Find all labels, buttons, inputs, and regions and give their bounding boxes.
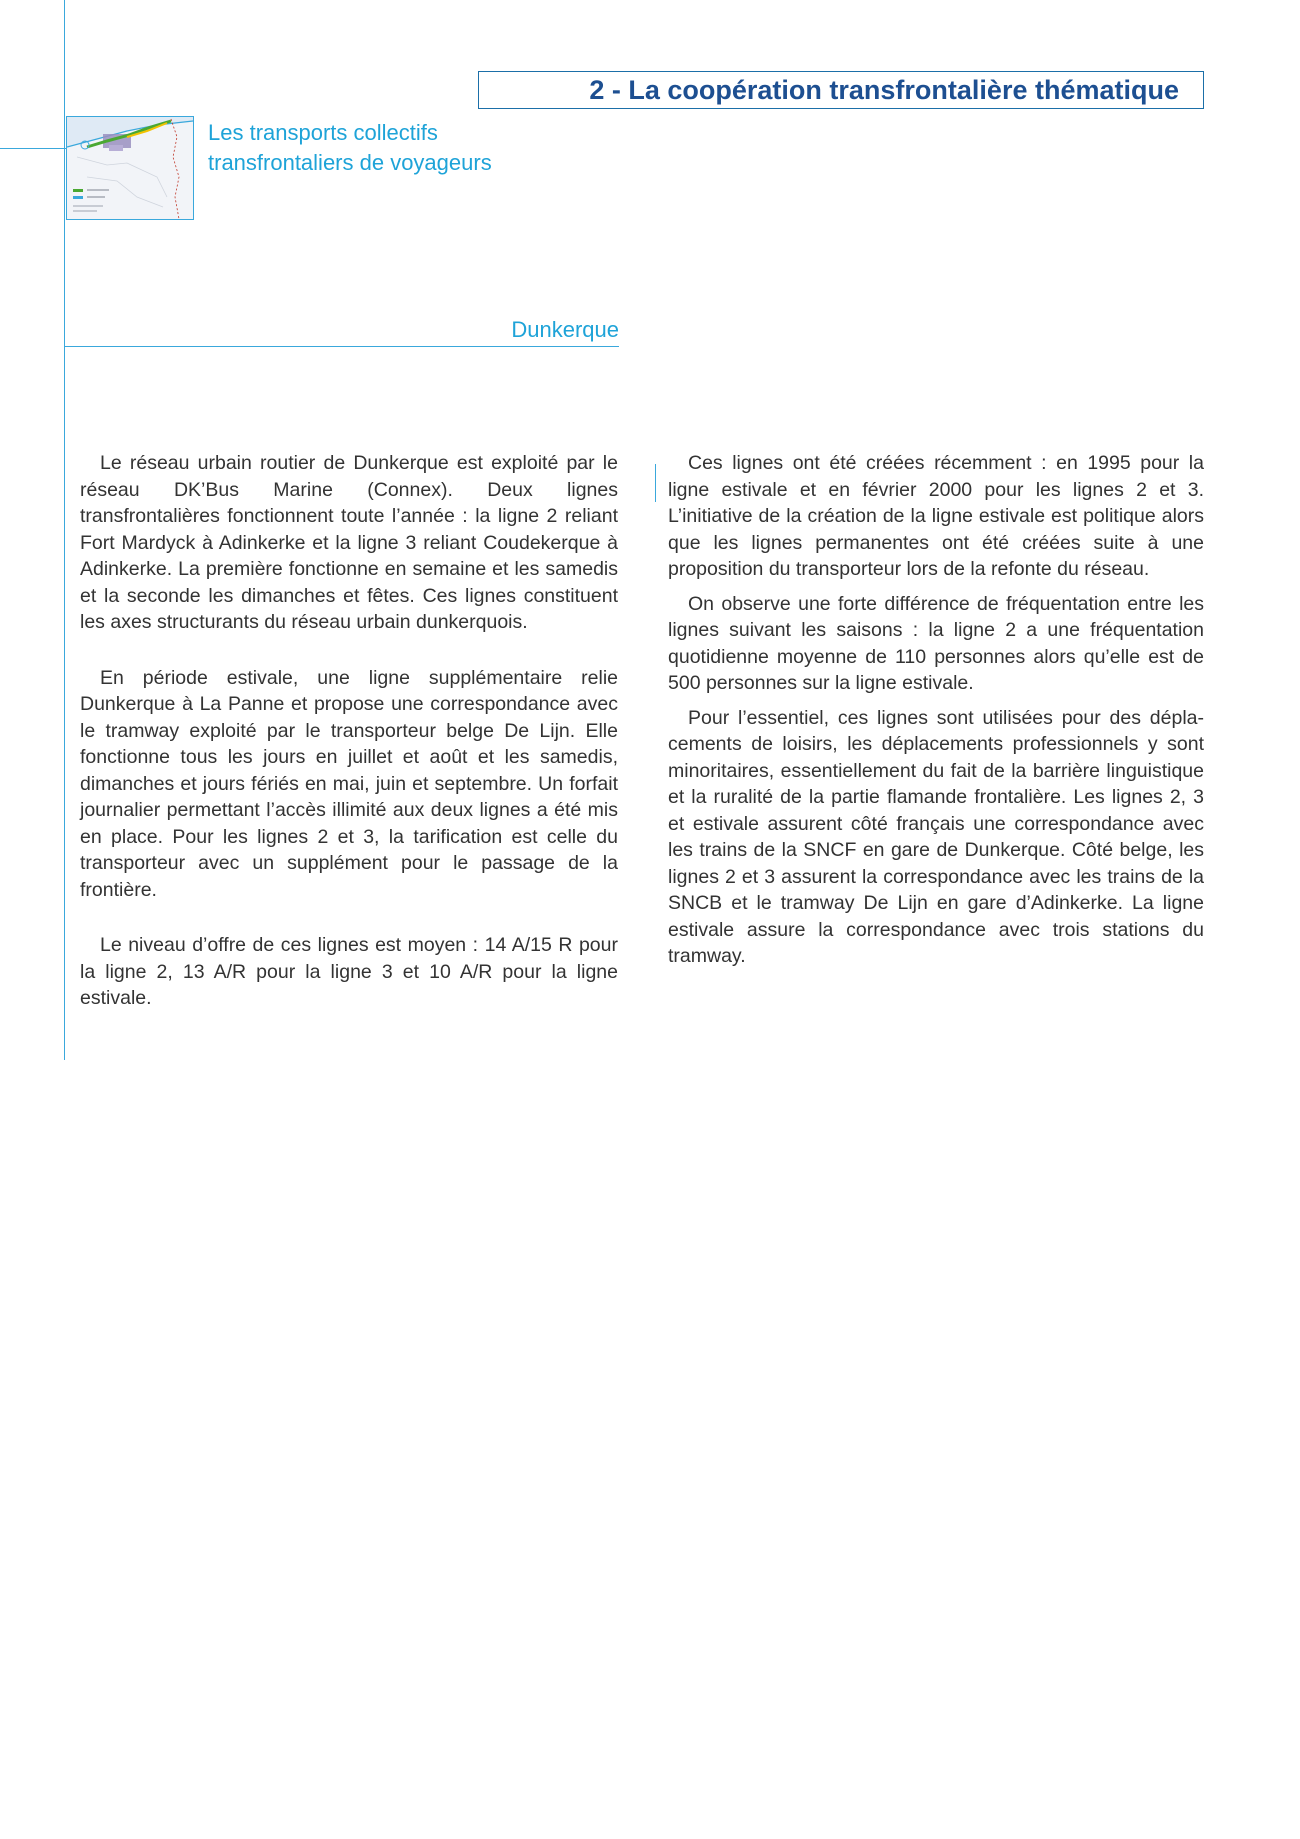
right-text-column	[668, 450, 1204, 978]
section-heading	[64, 312, 619, 347]
section-subtitle	[208, 118, 568, 178]
paragraph: Le réseau urbain routier de Dunkerque est exploité par le réseau DK’Bus Marine (Connex). Deux lignes transfrontalières fonctionnent toute l’année : la ligne 2 reliant Fort Mardyck à Adinkerke et la ligne 3 reliant Coudekerque à Adinkerke. La première fonctionne en semaine et les samedis et la seconde les dimanches et fêtes. Ces lignes constituent les axes structurants du réseau urbain dunkerquois.	[80, 452, 618, 633]
paragraph: Le niveau d’offre de ces lignes est moyen : 14 A/15 R pour la ligne 2, 13 A/R pour la ligne 3 et 10 A/R pour la ligne estivale.	[80, 934, 618, 1009]
header-rule	[0, 148, 66, 149]
subtitle-line-1: Les transports collectifs	[208, 120, 438, 145]
chapter-title: 2 - La coopération transfrontalière thématique	[589, 74, 1179, 105]
paragraph: En période estivale, une ligne supplémentaire relie Dunkerque à La Panne et propose une correspondance avec le tramway exploité par le transporteur belge De Lijn. Elle fonctionne tous les jours en juillet et août et les samedis, dimanches et jours fériés en mai, juin et septembre. Un forfait journalier permettant l’accès illimité aux deux lignes a été mis en place. Pour les lignes 2 et 3, la tarification est celle du transporteur avec un supplément pour le passage de la frontière.	[80, 666, 618, 901]
map-thumbnail-icon	[66, 116, 194, 220]
paragraph: Ces lignes ont été créées récemment : en 1995 pour la ligne estivale et en février 2000 pour les lignes 2 et 3. L’initiative de la création de la ligne estivale est politique alors que les lignes permanentes ont été créées suite à une proposition du transporteur lors de la refonte du réseau.	[668, 452, 1204, 580]
section-title: Dunkerque	[511, 317, 619, 342]
left-text-column	[80, 450, 618, 1041]
subtitle-line-2: transfrontaliers de voyageurs	[208, 150, 492, 175]
column-divider-rule	[655, 464, 656, 502]
paragraph: Pour l’essentiel, ces lignes sont utilisées pour des déplacements de loisirs, les déplacements professionnels y sont minoritaires, essentiellement du fait de la barrière linguistique et la ruralité de la partie flamande frontalière. Les lignes 2, 3 et estivale assurent côté français une correspondance avec les trains de la SNCF en gare de Dunkerque. Côté belge, les lignes 2 et 3 assurent la correspondance avec les trains de la SNCB et le tramway De Lijn en gare d’Adinkerke. La ligne estivale assure la correspondance avec trois stations du tramway.	[668, 706, 1204, 967]
chapter-header-box	[478, 71, 1204, 109]
paragraph: On observe une forte différence de fréquentation entre les lignes suivant les saisons : la ligne 2 a une fréquentation quotidienne moyenne de 110 personnes alors qu’elle est de 500 personnes sur la ligne estivale.	[668, 592, 1204, 694]
left-margin-rule	[64, 0, 65, 1060]
